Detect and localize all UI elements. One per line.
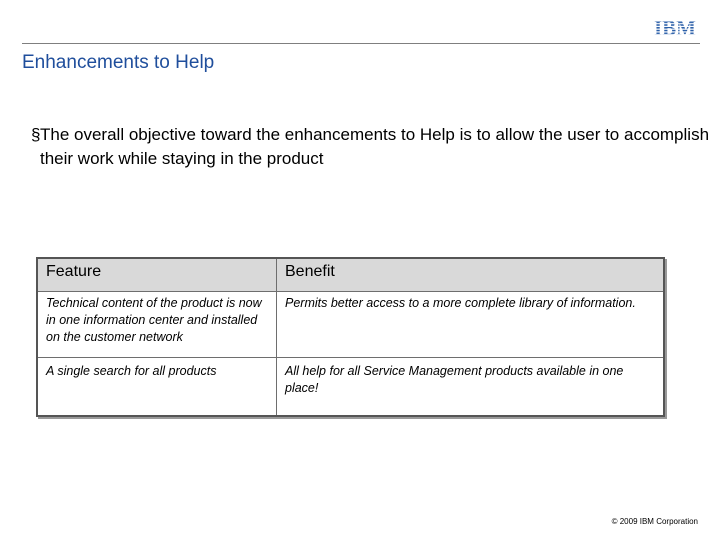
- feature-cell: A single search for all products: [37, 358, 277, 417]
- objective-text: The overall objective toward the enhancements to Help is to allow the user to accomplish their work while staying in the product: [40, 125, 710, 168]
- table-header-row: [37, 258, 664, 292]
- objective-bullet: [31, 123, 711, 171]
- copyright-notice: © 2009 IBM Corporation: [611, 517, 698, 526]
- table-row: [37, 358, 664, 417]
- ibm-logo: [651, 16, 699, 38]
- benefit-cell: Permits better access to a more complete library of information.: [277, 292, 665, 358]
- page-title: Enhancements to Help: [22, 52, 215, 73]
- column-header-feature: Feature: [37, 258, 277, 292]
- column-header-benefit: Benefit: [277, 258, 665, 292]
- feature-benefit-table: [36, 257, 665, 417]
- header-divider: [22, 43, 700, 44]
- bullet-marker: §: [31, 125, 41, 144]
- feature-cell: Technical content of the product is now in one information center and installed on the customer network: [37, 292, 277, 358]
- table-row: [37, 292, 664, 358]
- benefit-cell: All help for all Service Management products available in one place!: [277, 358, 665, 417]
